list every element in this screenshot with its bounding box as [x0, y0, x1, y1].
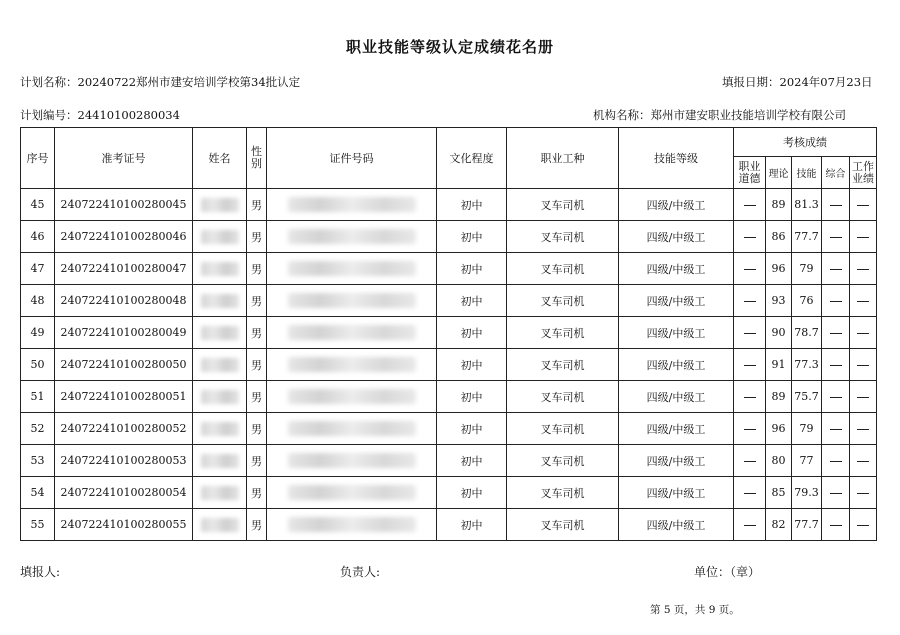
redacted-block: [201, 326, 239, 340]
cell-id-number: [267, 477, 437, 509]
cell-performance: [850, 477, 877, 509]
redacted-block: [201, 454, 239, 468]
cell-ethics: [734, 221, 766, 253]
table-body: [21, 189, 877, 541]
cell-id-number: [267, 317, 437, 349]
redacted-block: [288, 357, 416, 372]
cell-comprehensive: [822, 189, 850, 221]
scores-table: [20, 127, 877, 541]
cell-job: 叉车司机: [507, 285, 619, 317]
cell-id-number: [267, 413, 437, 445]
table-row: [21, 381, 877, 413]
cell-comprehensive: [822, 413, 850, 445]
page-number: 第 5 页，共 9 页。: [650, 604, 740, 616]
table-row: [21, 317, 877, 349]
cell-skill: 77.7: [792, 221, 822, 253]
cell-ethics: [734, 253, 766, 285]
cell-seq: 55: [21, 509, 55, 541]
cell-exam-number: 240722410100280055: [55, 509, 193, 541]
cell-exam-number: 240722410100280053: [55, 445, 193, 477]
header-seq: 序号: [21, 128, 55, 189]
cell-education: 初中: [437, 413, 507, 445]
empty-dash: [857, 525, 869, 526]
cell-education: 初中: [437, 477, 507, 509]
empty-dash: [830, 525, 842, 526]
cell-name: [193, 413, 247, 445]
redacted-block: [201, 230, 239, 244]
cell-ethics: [734, 509, 766, 541]
cell-exam-number: 240722410100280046: [55, 221, 193, 253]
header-education: 文化程度: [437, 128, 507, 189]
cell-education: 初中: [437, 509, 507, 541]
cell-level: 四级/中级工: [619, 285, 734, 317]
cell-gender: 男: [247, 285, 267, 317]
cell-comprehensive: [822, 381, 850, 413]
cell-id-number: [267, 253, 437, 285]
table-row: [21, 445, 877, 477]
cell-name: [193, 509, 247, 541]
empty-dash: [857, 333, 869, 334]
cell-theory: 93: [766, 285, 792, 317]
cell-comprehensive: [822, 349, 850, 381]
cell-gender: 男: [247, 509, 267, 541]
empty-dash: [857, 269, 869, 270]
plan-name: 计划名称：20240722郑州市建安培训学校第34批认定: [20, 75, 301, 89]
redacted-block: [201, 422, 239, 436]
cell-ethics: [734, 317, 766, 349]
header-performance: 工作业绩: [850, 157, 877, 189]
header-comprehensive: 综合: [822, 157, 850, 189]
cell-level: 四级/中级工: [619, 477, 734, 509]
cell-seq: 54: [21, 477, 55, 509]
cell-performance: [850, 349, 877, 381]
cell-name: [193, 221, 247, 253]
cell-performance: [850, 285, 877, 317]
cell-name: [193, 285, 247, 317]
redacted-block: [201, 262, 239, 276]
cell-gender: 男: [247, 349, 267, 381]
cell-education: 初中: [437, 221, 507, 253]
cell-id-number: [267, 445, 437, 477]
empty-dash: [830, 429, 842, 430]
redacted-block: [288, 485, 416, 500]
header-name: 姓名: [193, 128, 247, 189]
empty-dash: [830, 333, 842, 334]
cell-level: 四级/中级工: [619, 349, 734, 381]
empty-dash: [857, 493, 869, 494]
redacted-block: [288, 453, 416, 468]
cell-job: 叉车司机: [507, 509, 619, 541]
cell-performance: [850, 221, 877, 253]
cell-level: 四级/中级工: [619, 221, 734, 253]
footer-responsible: 负责人:: [340, 565, 381, 579]
cell-level: 四级/中级工: [619, 413, 734, 445]
cell-seq: 45: [21, 189, 55, 221]
table-row: [21, 477, 877, 509]
header-job: 职业工种: [507, 128, 619, 189]
empty-dash: [744, 493, 756, 494]
cell-theory: 90: [766, 317, 792, 349]
cell-gender: 男: [247, 381, 267, 413]
cell-comprehensive: [822, 221, 850, 253]
cell-education: 初中: [437, 253, 507, 285]
fill-date: 填报日期：2024年07月23日: [722, 75, 873, 89]
cell-ethics: [734, 413, 766, 445]
empty-dash: [857, 429, 869, 430]
cell-theory: 89: [766, 381, 792, 413]
cell-education: 初中: [437, 381, 507, 413]
empty-dash: [744, 301, 756, 302]
table-row: [21, 253, 877, 285]
cell-exam-number: 240722410100280045: [55, 189, 193, 221]
empty-dash: [744, 525, 756, 526]
cell-ethics: [734, 477, 766, 509]
cell-performance: [850, 381, 877, 413]
empty-dash: [857, 237, 869, 238]
header-gender: 性别: [247, 128, 267, 189]
cell-comprehensive: [822, 253, 850, 285]
cell-skill: 75.7: [792, 381, 822, 413]
empty-dash: [857, 205, 869, 206]
cell-skill: 77.3: [792, 349, 822, 381]
empty-dash: [830, 493, 842, 494]
cell-comprehensive: [822, 509, 850, 541]
cell-theory: 80: [766, 445, 792, 477]
redacted-block: [288, 421, 416, 436]
redacted-block: [201, 358, 239, 372]
empty-dash: [744, 237, 756, 238]
table-row: [21, 413, 877, 445]
cell-job: 叉车司机: [507, 253, 619, 285]
empty-dash: [830, 205, 842, 206]
cell-job: 叉车司机: [507, 349, 619, 381]
empty-dash: [744, 365, 756, 366]
cell-theory: 96: [766, 253, 792, 285]
empty-dash: [857, 461, 869, 462]
empty-dash: [830, 269, 842, 270]
empty-dash: [857, 397, 869, 398]
cell-exam-number: 240722410100280052: [55, 413, 193, 445]
empty-dash: [744, 397, 756, 398]
organization-name: 机构名称：郑州市建安职业技能培训学校有限公司: [593, 108, 846, 122]
header-theory: 理论: [766, 157, 792, 189]
cell-performance: [850, 317, 877, 349]
redacted-block: [201, 198, 239, 212]
table-row: [21, 349, 877, 381]
cell-gender: 男: [247, 413, 267, 445]
cell-comprehensive: [822, 317, 850, 349]
cell-level: 四级/中级工: [619, 189, 734, 221]
cell-performance: [850, 189, 877, 221]
cell-education: 初中: [437, 189, 507, 221]
cell-name: [193, 445, 247, 477]
cell-education: 初中: [437, 349, 507, 381]
cell-exam-number: 240722410100280048: [55, 285, 193, 317]
empty-dash: [830, 237, 842, 238]
cell-education: 初中: [437, 285, 507, 317]
cell-name: [193, 317, 247, 349]
cell-ethics: [734, 189, 766, 221]
header-ethics: 职业道德: [734, 157, 766, 189]
header-level: 技能等级: [619, 128, 734, 189]
cell-job: 叉车司机: [507, 477, 619, 509]
cell-gender: 男: [247, 189, 267, 221]
cell-seq: 49: [21, 317, 55, 349]
header-id-number: 证件号码: [267, 128, 437, 189]
cell-seq: 50: [21, 349, 55, 381]
empty-dash: [857, 365, 869, 366]
cell-skill: 78.7: [792, 317, 822, 349]
cell-seq: 46: [21, 221, 55, 253]
cell-performance: [850, 445, 877, 477]
cell-skill: 77: [792, 445, 822, 477]
table-row: [21, 189, 877, 221]
cell-comprehensive: [822, 285, 850, 317]
footer-filler: 填报人:: [20, 565, 61, 579]
cell-exam-number: 240722410100280054: [55, 477, 193, 509]
cell-performance: [850, 509, 877, 541]
table-row: [21, 285, 877, 317]
redacted-block: [201, 486, 239, 500]
cell-name: [193, 381, 247, 413]
empty-dash: [830, 397, 842, 398]
cell-id-number: [267, 221, 437, 253]
cell-skill: 79.3: [792, 477, 822, 509]
cell-id-number: [267, 285, 437, 317]
redacted-block: [288, 261, 416, 276]
redacted-block: [201, 390, 239, 404]
cell-level: 四级/中级工: [619, 317, 734, 349]
cell-exam-number: 240722410100280050: [55, 349, 193, 381]
footer-unit-seal: 单位：（章）: [694, 565, 761, 579]
cell-seq: 51: [21, 381, 55, 413]
header-scores: 考核成绩: [734, 128, 877, 157]
cell-id-number: [267, 509, 437, 541]
cell-id-number: [267, 349, 437, 381]
cell-skill: 76: [792, 285, 822, 317]
table-row: [21, 509, 877, 541]
cell-seq: 52: [21, 413, 55, 445]
redacted-block: [201, 518, 239, 532]
cell-job: 叉车司机: [507, 381, 619, 413]
empty-dash: [744, 429, 756, 430]
cell-exam-number: 240722410100280051: [55, 381, 193, 413]
cell-theory: 82: [766, 509, 792, 541]
redacted-block: [288, 325, 416, 340]
cell-job: 叉车司机: [507, 189, 619, 221]
cell-theory: 86: [766, 221, 792, 253]
cell-seq: 48: [21, 285, 55, 317]
empty-dash: [744, 205, 756, 206]
cell-name: [193, 253, 247, 285]
redacted-block: [201, 294, 239, 308]
header-skill: 技能: [792, 157, 822, 189]
cell-theory: 89: [766, 189, 792, 221]
cell-level: 四级/中级工: [619, 509, 734, 541]
cell-education: 初中: [437, 445, 507, 477]
cell-gender: 男: [247, 477, 267, 509]
cell-exam-number: 240722410100280047: [55, 253, 193, 285]
cell-theory: 96: [766, 413, 792, 445]
cell-job: 叉车司机: [507, 317, 619, 349]
empty-dash: [830, 461, 842, 462]
cell-ethics: [734, 349, 766, 381]
cell-gender: 男: [247, 317, 267, 349]
cell-performance: [850, 413, 877, 445]
table-row: [21, 221, 877, 253]
empty-dash: [830, 301, 842, 302]
cell-comprehensive: [822, 445, 850, 477]
plan-number: 计划编号：24410100280034: [20, 108, 180, 122]
cell-comprehensive: [822, 477, 850, 509]
cell-level: 四级/中级工: [619, 253, 734, 285]
cell-performance: [850, 253, 877, 285]
cell-gender: 男: [247, 445, 267, 477]
cell-level: 四级/中级工: [619, 445, 734, 477]
cell-id-number: [267, 381, 437, 413]
empty-dash: [830, 365, 842, 366]
empty-dash: [744, 461, 756, 462]
cell-name: [193, 349, 247, 381]
cell-skill: 79: [792, 253, 822, 285]
cell-ethics: [734, 285, 766, 317]
cell-theory: 85: [766, 477, 792, 509]
cell-job: 叉车司机: [507, 445, 619, 477]
redacted-block: [288, 517, 416, 532]
cell-level: 四级/中级工: [619, 381, 734, 413]
page-title: 职业技能等级认定成绩花名册: [345, 38, 554, 56]
header-exam-number: 准考证号: [55, 128, 193, 189]
cell-theory: 91: [766, 349, 792, 381]
cell-ethics: [734, 445, 766, 477]
redacted-block: [288, 197, 416, 212]
cell-name: [193, 477, 247, 509]
cell-skill: 81.3: [792, 189, 822, 221]
cell-education: 初中: [437, 317, 507, 349]
cell-exam-number: 240722410100280049: [55, 317, 193, 349]
cell-gender: 男: [247, 221, 267, 253]
empty-dash: [857, 301, 869, 302]
cell-id-number: [267, 189, 437, 221]
cell-skill: 79: [792, 413, 822, 445]
redacted-block: [288, 389, 416, 404]
cell-seq: 53: [21, 445, 55, 477]
redacted-block: [288, 229, 416, 244]
cell-name: [193, 189, 247, 221]
empty-dash: [744, 333, 756, 334]
cell-job: 叉车司机: [507, 413, 619, 445]
cell-skill: 77.7: [792, 509, 822, 541]
redacted-block: [288, 293, 416, 308]
cell-ethics: [734, 381, 766, 413]
cell-job: 叉车司机: [507, 221, 619, 253]
cell-gender: 男: [247, 253, 267, 285]
cell-seq: 47: [21, 253, 55, 285]
empty-dash: [744, 269, 756, 270]
